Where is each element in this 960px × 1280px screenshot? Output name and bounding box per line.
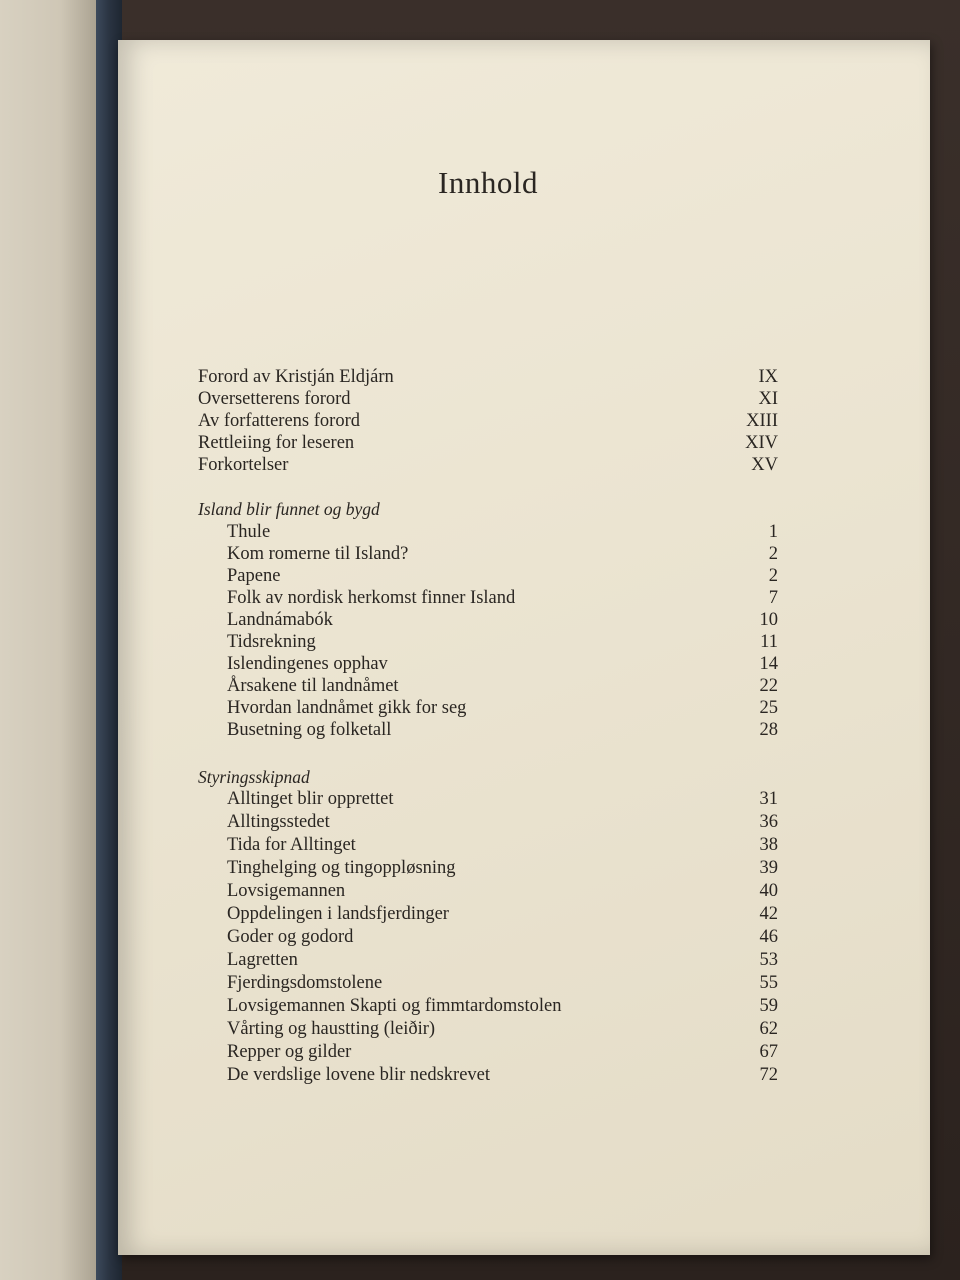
toc-entry (198, 609, 778, 631)
section-heading: Island blir funnet og bygd (198, 499, 380, 519)
toc-entry (198, 857, 778, 879)
entry-label: Papene (227, 566, 281, 586)
left-page-edge (0, 0, 100, 1280)
toc-entry (198, 366, 778, 388)
entry-page: 40 (759, 881, 778, 901)
entry-label: Lagretten (227, 950, 298, 970)
entry-label: Busetning og folketall (227, 720, 392, 740)
book-page (118, 40, 930, 1255)
entry-page: XV (751, 455, 778, 475)
entry-page: IX (758, 367, 778, 387)
entry-label: De verdslige lovene blir nedskrevet (227, 1065, 491, 1085)
toc-entry (198, 653, 778, 675)
toc-entry (198, 788, 778, 810)
toc-entry (198, 995, 778, 1017)
entry-page: 67 (759, 1042, 778, 1062)
entry-page: XIII (746, 411, 778, 431)
toc-entry (198, 880, 778, 902)
entry-label: Islendingenes opphav (227, 654, 388, 674)
toc-entry (198, 565, 778, 587)
entry-page: 10 (759, 610, 778, 630)
entry-label: Tidsrekning (227, 632, 316, 652)
toc-entry (198, 454, 778, 476)
entry-label: Rettleiing for leseren (198, 433, 355, 453)
entry-page: 25 (759, 698, 778, 718)
toc-entry (198, 697, 778, 719)
entry-page: 14 (759, 654, 778, 674)
entry-page: XI (758, 389, 778, 409)
entry-label: Forkortelser (198, 455, 289, 475)
toc-entry (198, 587, 778, 609)
entry-page: 22 (759, 676, 778, 696)
entry-label: Thule (227, 522, 271, 542)
toc-entry (198, 811, 778, 833)
entry-label: Forord av Kristján Eldjárn (198, 367, 394, 387)
entry-page: 59 (759, 996, 778, 1016)
entry-label: Lovsigemannen Skapti og fimmtardomstolen (227, 996, 562, 1016)
entry-label: Hvordan landnåmet gikk for seg (227, 698, 467, 718)
toc-entry (198, 410, 778, 432)
entry-label: Lovsigemannen (227, 881, 346, 901)
entry-label: Fjerdingsdomstolene (227, 973, 383, 993)
toc-entry (198, 903, 778, 925)
entry-page: 53 (759, 950, 778, 970)
entry-page: 2 (768, 544, 778, 564)
toc-entry (198, 388, 778, 410)
toc-entry (198, 432, 778, 454)
entry-page: 72 (759, 1065, 778, 1085)
entry-label: Oppdelingen i landsfjerdinger (227, 904, 449, 924)
entry-label: Repper og gilder (227, 1042, 352, 1062)
entry-page: 11 (760, 632, 778, 652)
toc-entry (198, 1041, 778, 1063)
entry-label: Alltingsstedet (227, 812, 330, 832)
entry-label: Vårting og haustting (leiðir) (227, 1019, 436, 1039)
entry-label: Tida for Alltinget (227, 835, 356, 855)
entry-page: 36 (759, 812, 778, 832)
entry-page: 7 (768, 588, 778, 608)
toc-entry (198, 972, 778, 994)
entry-page: 1 (768, 522, 778, 542)
entry-label: Kom romerne til Island? (227, 544, 409, 564)
entry-page: 42 (759, 904, 778, 924)
section-heading: Styringsskipnad (198, 767, 310, 787)
toc-entry (198, 719, 778, 741)
entry-label: Alltinget blir opprettet (227, 789, 394, 809)
entry-page: 28 (759, 720, 778, 740)
entry-page: 62 (759, 1019, 778, 1039)
entry-label: Landnámabók (227, 610, 333, 630)
entry-label: Av forfatterens forord (198, 411, 360, 431)
toc-entry (198, 675, 778, 697)
entry-label: Årsakene til landnåmet (227, 676, 399, 696)
entry-page: 55 (759, 973, 778, 993)
entry-page: 38 (759, 835, 778, 855)
toc-entry (198, 1018, 778, 1040)
toc-entry (198, 521, 778, 543)
entry-label: Folk av nordisk herkomst finner Island (227, 588, 516, 608)
entry-page: XIV (745, 433, 778, 453)
toc-entry (198, 949, 778, 971)
toc-entry (198, 834, 778, 856)
toc-entry (198, 1064, 778, 1086)
toc-entry (198, 631, 778, 653)
entry-label: Tinghelging og tingoppløsning (227, 858, 456, 878)
toc-entry (198, 926, 778, 948)
entry-page: 46 (759, 927, 778, 947)
entry-label: Oversetterens forord (198, 389, 351, 409)
entry-label: Goder og godord (227, 927, 354, 947)
page-title: Innhold (438, 165, 538, 200)
toc-entry (198, 543, 778, 565)
entry-page: 39 (759, 858, 778, 878)
entry-page: 31 (759, 789, 778, 809)
entry-page: 2 (768, 566, 778, 586)
